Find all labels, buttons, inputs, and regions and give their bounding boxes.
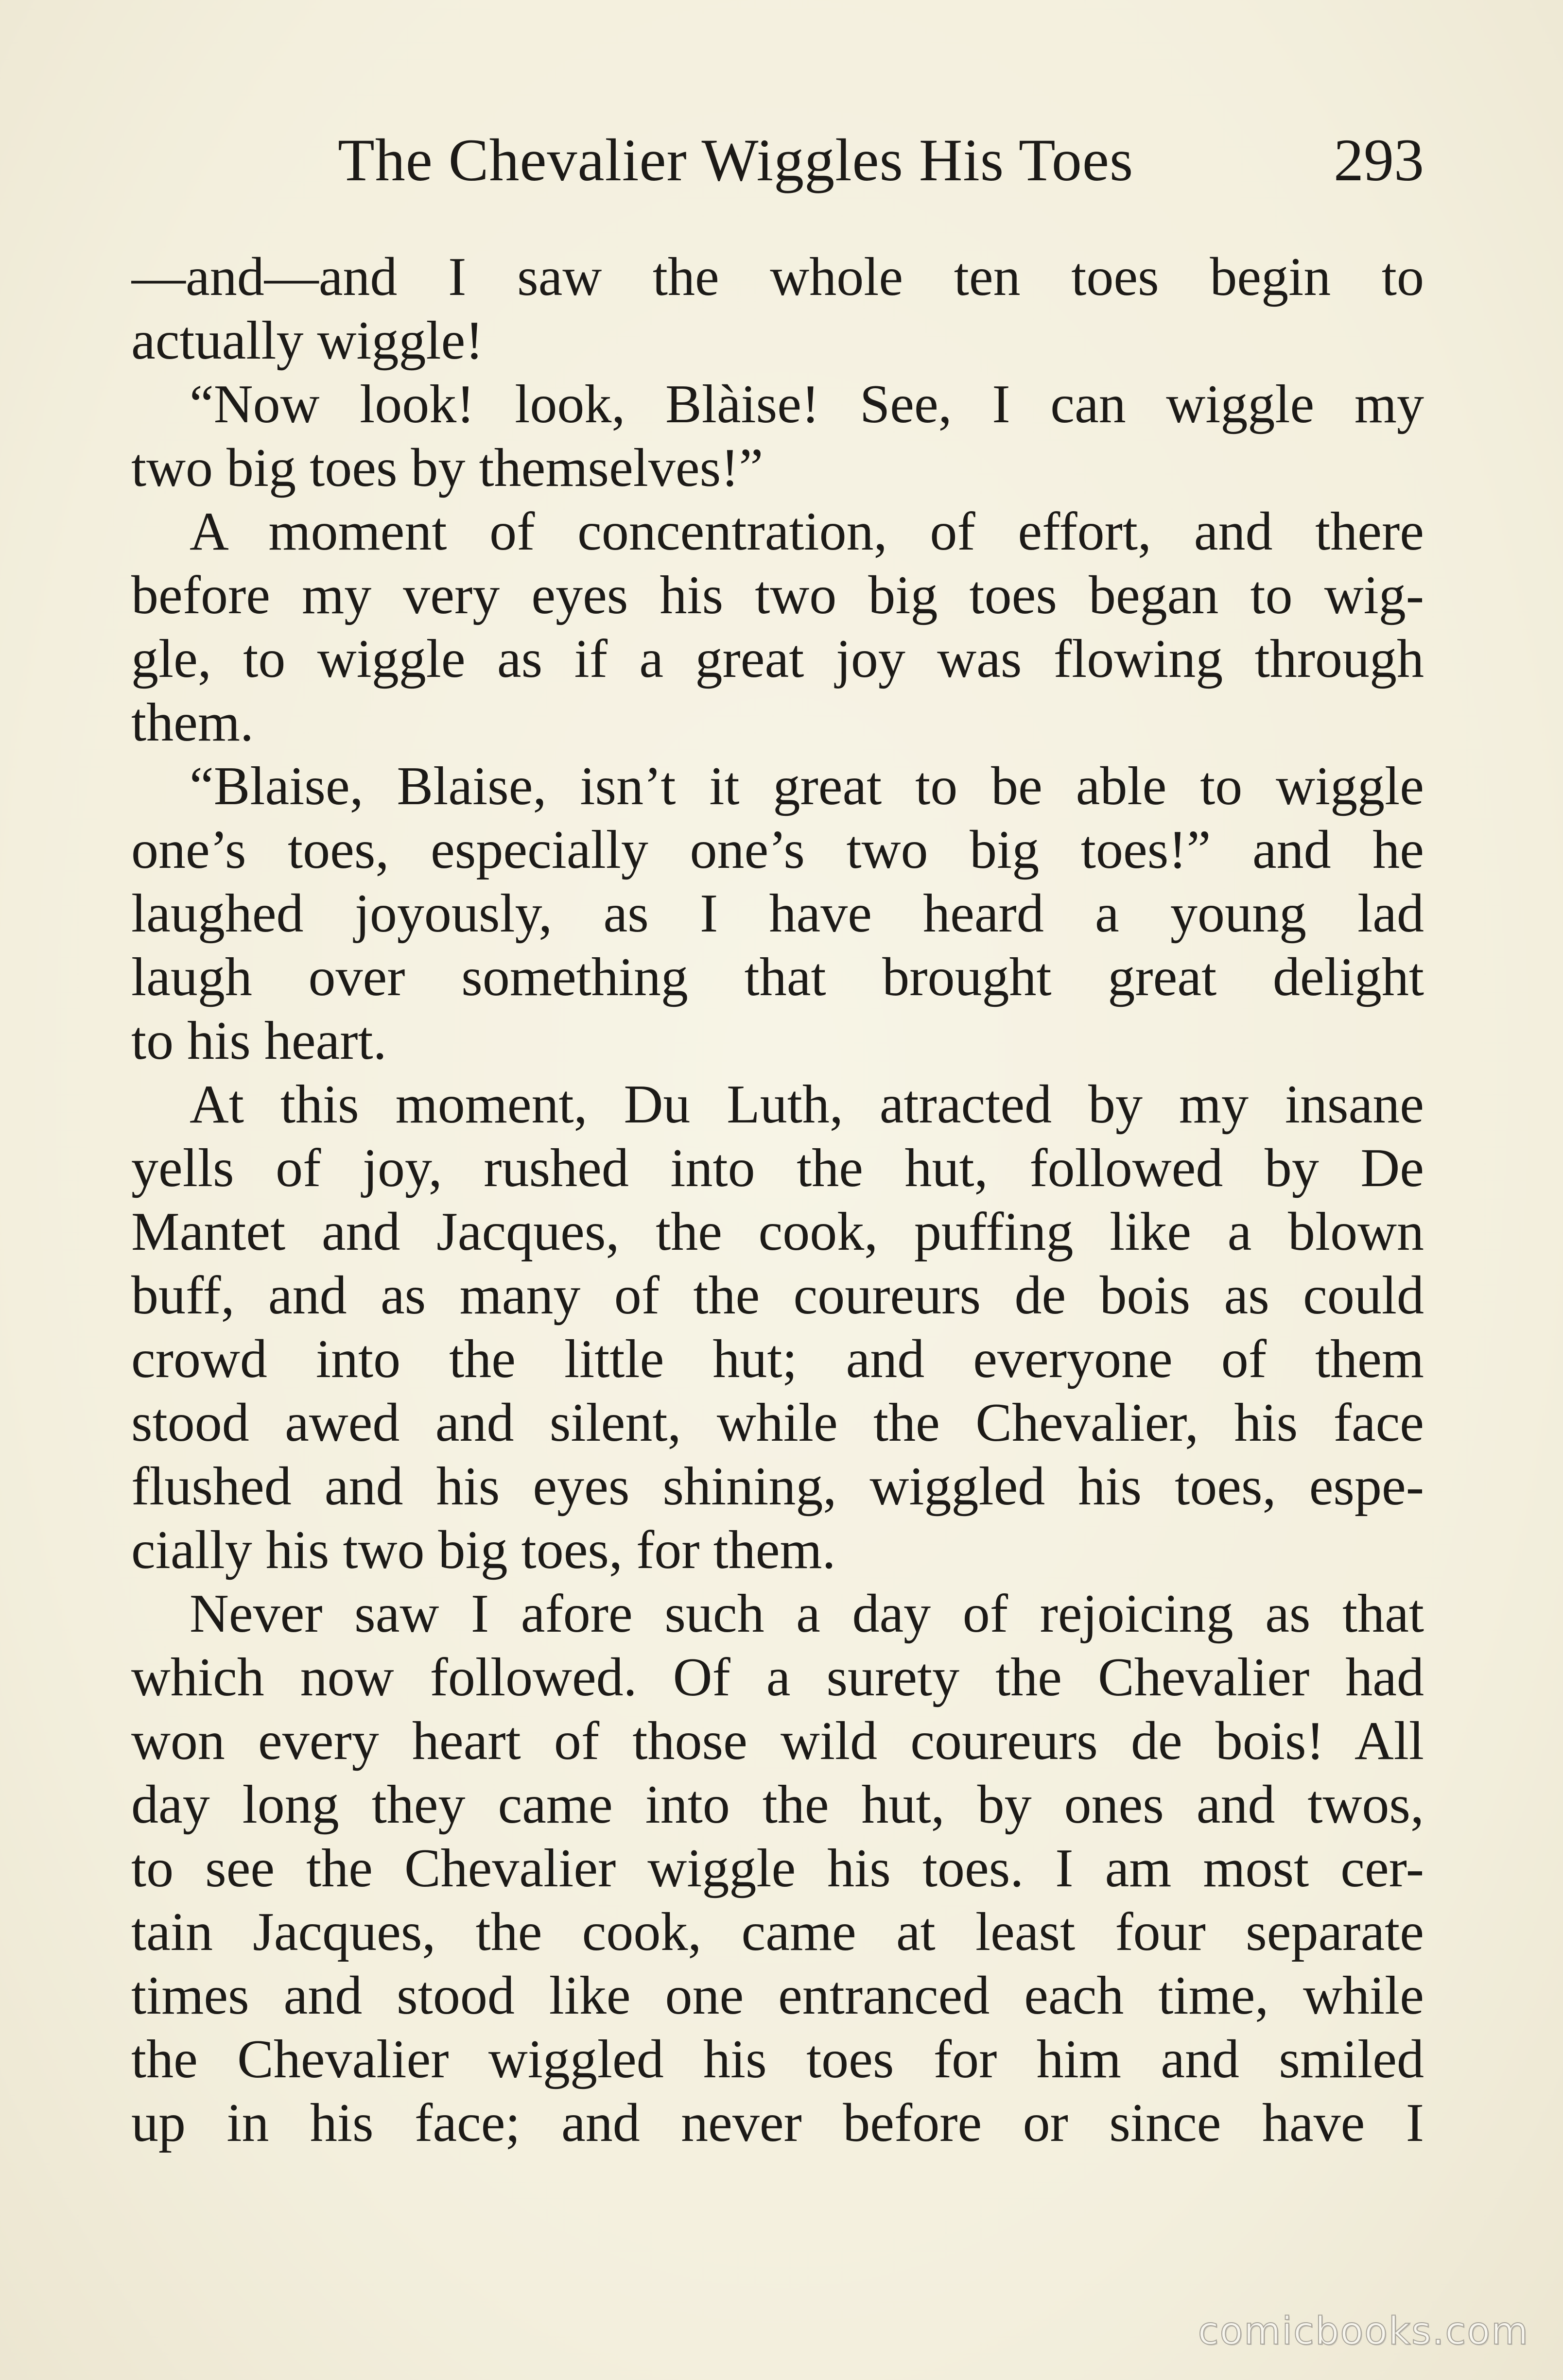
text-line: Never saw I afore such a day of rejoicing as that [190,1584,1424,1644]
text-line: At this moment, Du Luth, atracted by my insane [190,1074,1424,1135]
text-line: up in his face; and never before or since have I [131,2093,1424,2153]
text-line: to his heart. [131,1011,387,1071]
text-line: times and stood like one entranced each time, while [131,1966,1424,2026]
text-line: laughed joyously, as I have heard a young lad [131,883,1424,944]
text-line: actually wiggle! [131,310,484,371]
running-head [131,121,1424,199]
text-line: “Blaise, Blaise, isn’t it great to be able to wiggle [190,756,1424,816]
text-line: tain Jacques, the cook, came at least four separate [131,1902,1424,1962]
text-line: cially his two big toes, for them. [131,1520,836,1580]
text-line: two big toes by themselves!” [131,438,764,498]
chapter-title: The Chevalier Wiggles His Toes [338,127,1134,193]
text-line: day long they came into the hut, by ones and twos, [131,1775,1424,1835]
text-line: laugh over something that brought great delight [131,947,1424,1007]
text-line: A moment of concentration, of effort, and there [190,501,1424,562]
text-line: to see the Chevalier wiggle his toes. I am most cer- [131,1838,1424,1898]
text-line: “Now look! look, Blàise! See, I can wiggle my [190,374,1424,434]
text-line: won every heart of those wild coureurs de bois! All [131,1711,1424,1771]
watermark: comicbooks.com [1198,2310,1529,2353]
text-line: the Chevalier wiggled his toes for him and smiled [131,2029,1424,2089]
text-line: buff, and as many of the coureurs de bois as could [131,1265,1424,1326]
text-line: them. [131,692,254,753]
text-line: —and—and I saw the whole ten toes begin to [131,247,1424,307]
text-line: one’s toes, especially one’s two big toes!” and he [131,820,1424,880]
text-line: which now followed. Of a surety the Chevalier had [131,1647,1424,1707]
body-text [131,245,1424,2155]
text-line: gle, to wiggle as if a great joy was flowing through [131,629,1424,689]
text-line: yells of joy, rushed into the hut, followed by De [131,1138,1424,1198]
text-line: Mantet and Jacques, the cook, puffing like a blown [131,1202,1424,1262]
text-line: flushed and his eyes shining, wiggled his toes, espe- [131,1456,1424,1517]
page-number: 293 [1334,127,1424,193]
text-line: crowd into the little hut; and everyone of them [131,1329,1424,1389]
text-line: stood awed and silent, while the Chevalier, his face [131,1393,1424,1453]
text-line: before my very eyes his two big toes began to wig- [131,565,1424,625]
